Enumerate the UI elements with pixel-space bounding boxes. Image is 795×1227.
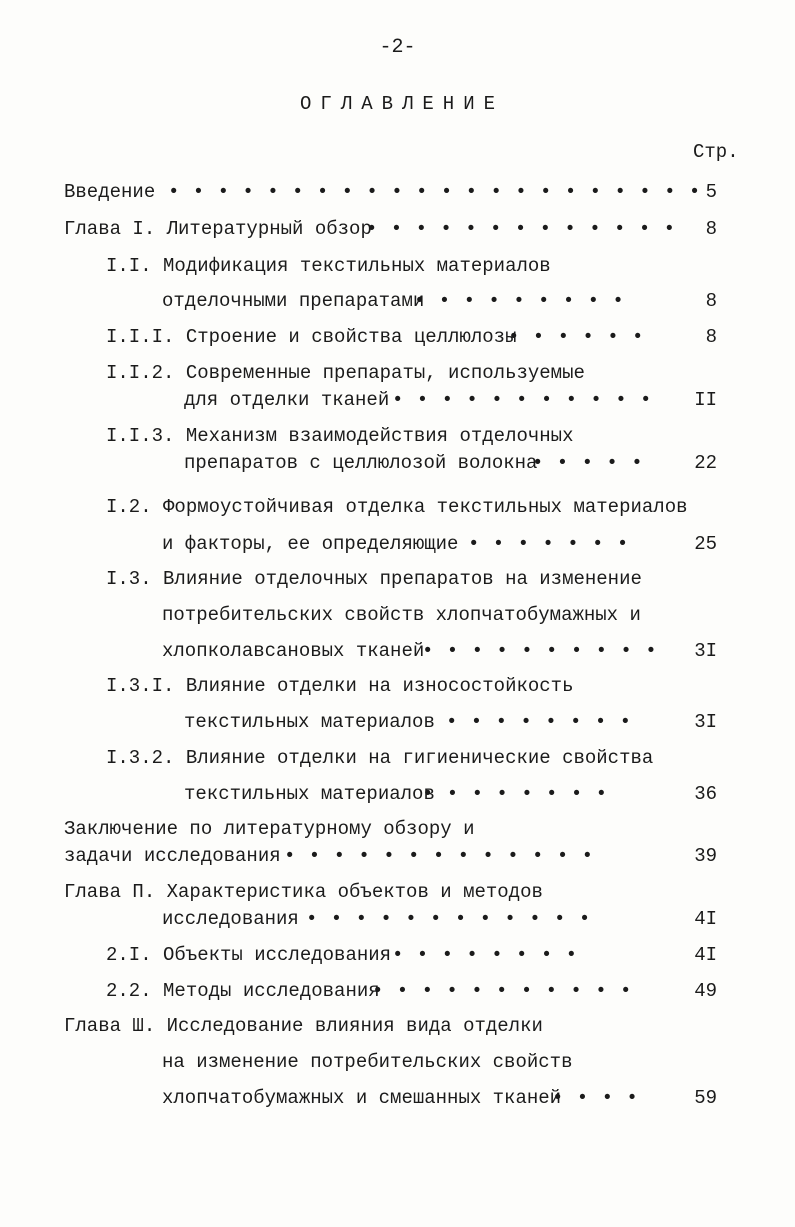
page-title: ОГЛАВЛЕНИЕ [299,93,505,115]
toc-entry-text: I.I.3. Механизм взаимодействия отделочных [106,425,574,447]
dot-leader: • • • • • • • • • • • • • [366,218,677,240]
dot-leader: • • • • • • • • [446,711,633,733]
toc-entry-text: потребительских свойств хлопчатобумажных и [162,604,641,626]
toc-entry-text: Заключение по литературному обзору и [64,818,475,840]
toc-entry-text: I.I.2. Современные препараты, используемые [106,362,585,384]
toc-entry-text: I.I.I. Строение и свойства целлюлозы [106,326,517,348]
toc-page-number: 3I [694,711,717,733]
toc-entry-text: текстильных материалов [184,711,435,733]
dot-leader: • • • • • • • • • • • • [306,908,592,930]
dot-leader: • • • • • • • [468,533,630,555]
toc-page-number: 5 [705,181,717,203]
toc-entry-text: на изменение потребительских свойств [162,1051,573,1073]
dot-leader: • • • • • • • • [422,783,609,805]
toc-entry-text: 2.2. Методы исследования [106,980,380,1002]
toc-page-number: 4I [694,908,717,930]
toc-entry-text: текстильных материалов [184,783,435,805]
dot-leader: • • • • [552,1087,639,1109]
toc-page-number: 4I [694,944,717,966]
toc-entry-text: задачи исследования [64,845,281,867]
toc-entry-text: Глава I. Литературный обзор [64,218,372,240]
toc-entry-text: хлопколавсановых тканей [162,640,425,662]
toc-page-number: 25 [694,533,717,555]
dot-leader: • • • • • • • • • • [422,640,658,662]
toc-page-number: 8 [705,218,717,240]
toc-entry-text: 2.I. Объекты исследования [106,944,392,966]
dot-leader: • • • • • • • • • • • [372,980,633,1002]
toc-entry-text: препаратов с целлюлозой волокна [184,452,538,474]
dot-leader: • • • • • • • • • [414,290,625,312]
toc-page-number: II [694,389,717,411]
dot-leader: • • • • • • • • • • • • • [284,845,595,867]
toc-entry-text: I.3.I. Влияние отделки на износостойкость [106,675,574,697]
toc-entry-text: Глава П. Характеристика объектов и методов [64,881,543,903]
toc-page-number: 39 [694,845,717,867]
toc-entry-text: для отделки тканей [184,389,390,411]
toc-entry-text: и факторы, ее определяющие [162,533,459,555]
dot-leader: • • • • • • • • [392,944,579,966]
toc-entry-text: отделочными препаратами [162,290,425,312]
toc-entry-text: Глава Ш. Исследование влияния вида отделки [64,1015,543,1037]
toc-page-number: 59 [694,1087,717,1109]
toc-entry-text: I.3. Влияние отделочных препаратов на изменение [106,568,642,590]
toc-page-number: 8 [705,290,717,312]
toc-entry-text: I.3.2. Влияние отделки на гигиенические свойства [106,747,654,769]
page-number: -2- [379,36,416,59]
toc-page-number: 8 [705,326,717,348]
toc-page-number: 22 [694,452,717,474]
dot-leader: • • • • • • [508,326,645,348]
dot-leader: • • • • • [532,452,644,474]
toc-page-number: 49 [694,980,717,1002]
toc-page-number: 36 [694,783,717,805]
toc-entry-text: I.I. Модификация текстильных материалов [106,255,551,277]
dot-leader: • • • • • • • • • • • • • • • • • • • • • • [168,181,702,203]
toc-entry-text: I.2. Формоустойчивая отделка текстильных материалов [106,496,688,518]
dot-leader: • • • • • • • • • • • [392,389,653,411]
toc-entry-text: хлопчатобумажных и смешанных тканей [162,1087,562,1109]
toc-page-number: 3I [694,640,717,662]
toc-entry-text: исследования [162,908,299,930]
page-column-header: Стр. [693,141,739,163]
toc-entry-text: Введение [64,181,156,203]
